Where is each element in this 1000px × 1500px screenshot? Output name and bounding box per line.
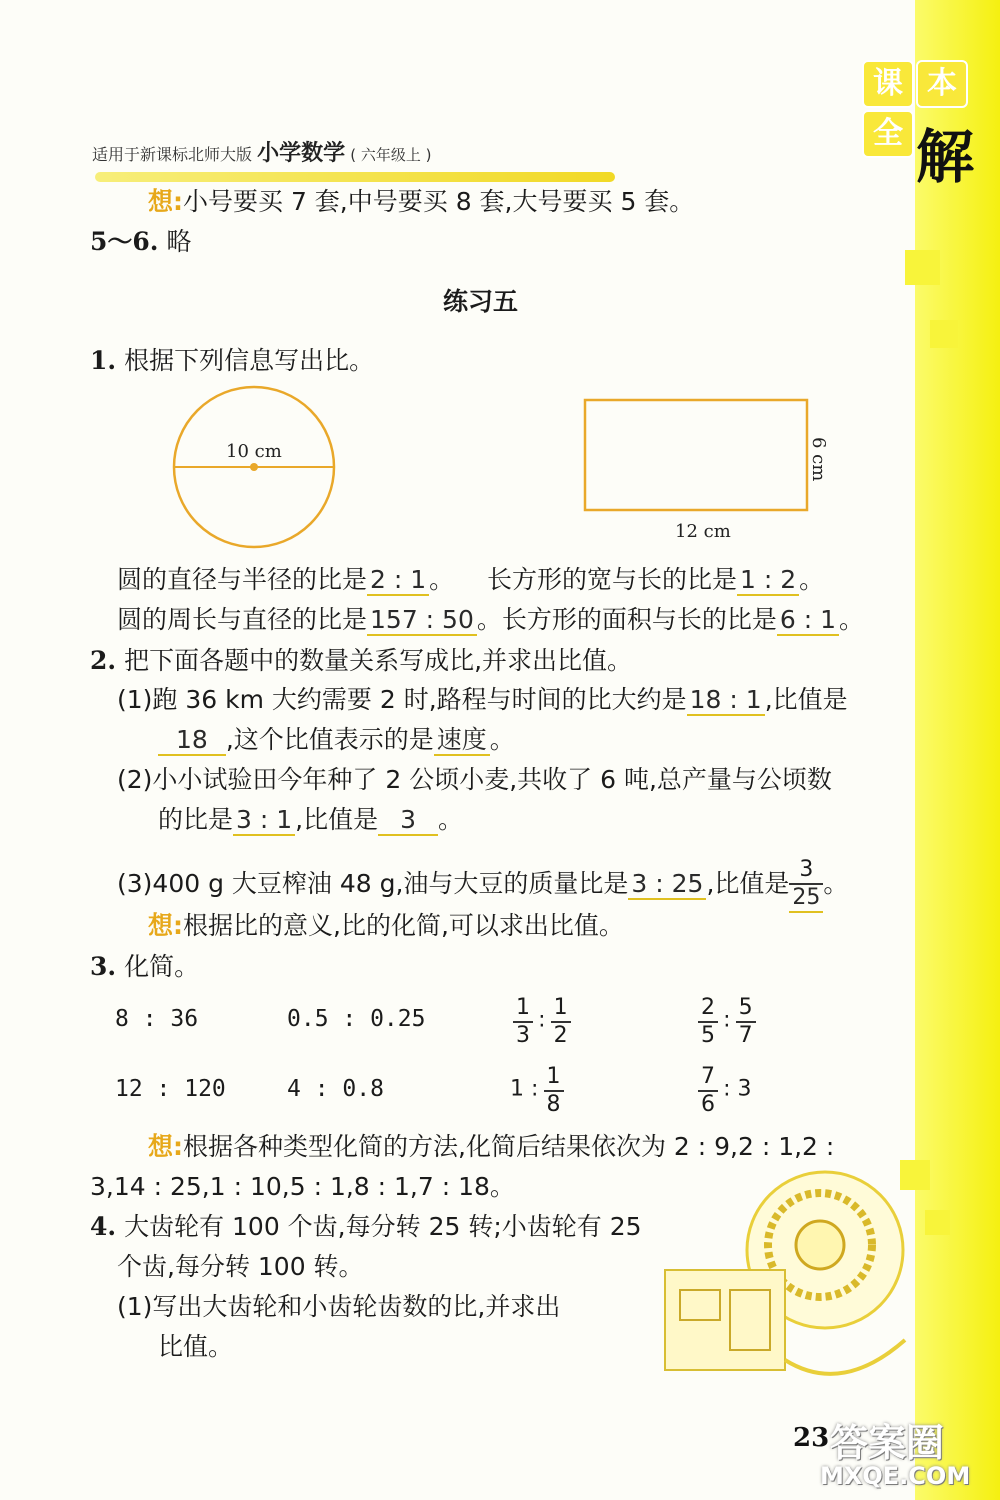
question-4 <box>90 1211 642 1243</box>
answer-value: 2 : 1 <box>367 565 429 596</box>
circle-center <box>250 463 258 471</box>
circle-diameter-label: 10 cm <box>226 441 282 462</box>
expr-0.5-0.25: 0.5 : 0.25 <box>287 1006 426 1032</box>
q3-hint <box>148 1131 834 1163</box>
q1-answer-line-1 <box>117 564 454 596</box>
fraction-numerator: 1 <box>544 1064 564 1092</box>
part-text: (2)小小试验田今年种了 2 公顷小麦,共收了 6 吨,总产量与公顷数 <box>117 765 832 794</box>
logo-char: 课 <box>862 60 914 108</box>
question-number: 2. <box>90 646 117 675</box>
q2-part-3 <box>117 857 848 913</box>
answer-prompt: 圆的周长与直径的比是 <box>117 605 368 634</box>
q2-part-2 <box>117 764 832 796</box>
question-text: 大齿轮有 100 个齿,每分转 25 转;小齿轮有 25 <box>124 1212 642 1241</box>
fraction-numerator: 3 <box>789 857 823 885</box>
q2-part-1 <box>117 684 848 716</box>
expr-suffix: : 3 <box>723 1076 752 1102</box>
expr-12-120: 12 : 120 <box>115 1076 226 1102</box>
fraction-numerator: 2 <box>698 995 718 1023</box>
answer-value: 18 <box>158 725 226 756</box>
q2-hint <box>148 910 624 942</box>
expr-4-0.8: 4 : 0.8 <box>287 1076 384 1102</box>
question-5-6 <box>90 226 191 258</box>
q4-line-3: (1)写出大齿轮和小齿轮齿数的比,并求出 <box>117 1292 561 1321</box>
book-logo <box>862 60 975 191</box>
answer-fraction <box>789 857 823 913</box>
expr-7-6-3 <box>698 1064 752 1118</box>
decorative-square <box>925 1210 950 1235</box>
rectangle-shape <box>585 400 807 510</box>
hint-label: 想: <box>148 187 183 216</box>
expr-prefix: 1 : <box>510 1076 539 1102</box>
answer-value: 18 : 1 <box>687 685 765 716</box>
question-text: 化简。 <box>124 952 200 981</box>
question-text: 略 <box>166 227 192 256</box>
q1-answer-line-2 <box>117 604 864 636</box>
punct: 。 <box>476 605 502 634</box>
decorative-square <box>930 320 958 348</box>
page-header <box>92 136 431 167</box>
fraction-numerator: 7 <box>698 1064 718 1092</box>
answer-value: 6 : 1 <box>777 605 839 636</box>
q4-line-4: 比值。 <box>158 1332 234 1361</box>
answer-value: 3 : 25 <box>628 869 706 900</box>
q1-answer-line-1b <box>487 564 824 596</box>
question-1 <box>90 345 374 377</box>
part-text: ,比值是 <box>295 805 379 834</box>
question-number: 3. <box>90 952 117 981</box>
expr-fraction-1-3-1-2 <box>513 995 571 1049</box>
hint-line <box>148 186 694 218</box>
watermark-logo: 答案圈 <box>830 1421 945 1465</box>
punct: 。 <box>489 725 515 754</box>
page-number: 23 <box>793 1423 830 1453</box>
logo-char: 全 <box>862 110 914 158</box>
q4-line-2: 个齿,每分转 100 转。 <box>117 1252 364 1281</box>
question-2 <box>90 645 632 677</box>
gear-machine-illustration <box>655 1160 915 1400</box>
punct: 。 <box>839 605 865 634</box>
gear-hub <box>796 1221 844 1269</box>
part-text: (1)跑 36 km 大约需要 2 时,路程与时间的比大约是 <box>117 685 687 714</box>
logo-char: 本 <box>916 60 968 108</box>
rectangle-height-label: 6 cm <box>808 437 829 482</box>
question-text: 根据下列信息写出比。 <box>124 346 375 375</box>
expr-8-36: 8 : 36 <box>115 1006 199 1032</box>
fraction-numerator: 5 <box>736 995 756 1023</box>
part-text: 的比是 <box>158 805 234 834</box>
answer-value: 3 : 1 <box>233 805 295 836</box>
fraction-denominator: 6 <box>701 1092 715 1117</box>
fraction-numerator: 1 <box>551 995 571 1023</box>
answer-value: 1 : 2 <box>737 565 799 596</box>
colon: : <box>538 1007 546 1033</box>
answer-value: 157 : 50 <box>367 605 477 636</box>
answer-value: 速度 <box>434 725 490 756</box>
expr-fraction-2-5-5-7 <box>698 995 756 1049</box>
part-text: ,比值是 <box>764 685 848 714</box>
q2-part-2-cont <box>158 804 463 836</box>
book-subject: 小学数学 <box>257 141 346 166</box>
part-text: (3)400 g 大豆榨油 48 g,油与大豆的质量比是 <box>117 869 629 898</box>
book-grade: ( 六年级上 ) <box>350 146 432 164</box>
book-series: 适用于新课标北师大版 <box>92 145 253 164</box>
question-number: 1. <box>90 346 117 375</box>
hint-label: 想: <box>148 911 183 940</box>
fraction-numerator: 1 <box>513 995 533 1023</box>
hint-text: 根据各种类型化简的方法,化简后结果依次为 2 : 9,2 : 1,2 : <box>183 1132 835 1161</box>
section-title: 练习五 <box>443 287 519 316</box>
decorative-side-strip <box>915 0 1000 1500</box>
question-text: 把下面各题中的数量关系写成比,并求出比值。 <box>124 646 633 675</box>
punct: 。 <box>438 805 464 834</box>
fraction-denominator: 7 <box>738 1023 753 1048</box>
q2-part-1-cont <box>158 724 515 756</box>
answer-value: 3 <box>378 805 438 836</box>
part-text: ,这个比值表示的是 <box>225 725 434 754</box>
watermark-url: MXQE.COM <box>820 1462 971 1490</box>
fraction-denominator: 8 <box>546 1092 561 1117</box>
part-text: ,比值是 <box>706 869 790 898</box>
punct: 。 <box>799 565 825 594</box>
question-number: 5～6. <box>90 227 159 256</box>
decorative-square <box>905 250 940 285</box>
hint-text: 根据比的意义,比的化简,可以求出比值。 <box>183 911 624 940</box>
fraction-denominator: 25 <box>789 885 823 913</box>
answer-prompt: 圆的直径与半径的比是 <box>117 565 368 594</box>
colon: : <box>723 1007 731 1033</box>
hint-label: 想: <box>148 1132 183 1161</box>
fraction-denominator: 5 <box>701 1023 715 1048</box>
header-underline <box>95 172 615 182</box>
hint-text: 小号要买 7 套,中号要买 8 套,大号要买 5 套。 <box>183 187 695 216</box>
q3-hint-cont: 3,14 : 25,1 : 10,5 : 1,8 : 1,7 : 18。 <box>90 1172 515 1201</box>
answer-prompt: 长方形的面积与长的比是 <box>501 605 777 634</box>
circle-diagram <box>168 385 343 555</box>
punct: 。 <box>429 565 455 594</box>
question-number: 4. <box>90 1212 117 1241</box>
fraction-denominator: 3 <box>516 1023 530 1048</box>
fraction-denominator: 2 <box>553 1023 568 1048</box>
punct: 。 <box>823 869 849 898</box>
rectangle-width-label: 12 cm <box>675 521 731 542</box>
question-3 <box>90 951 199 983</box>
decorative-swirl <box>785 1340 905 1374</box>
expr-1-1-8 <box>510 1064 564 1118</box>
logo-char-large: 解 <box>916 123 975 191</box>
rectangle-diagram <box>575 395 835 545</box>
answer-prompt: 长方形的宽与长的比是 <box>487 565 738 594</box>
